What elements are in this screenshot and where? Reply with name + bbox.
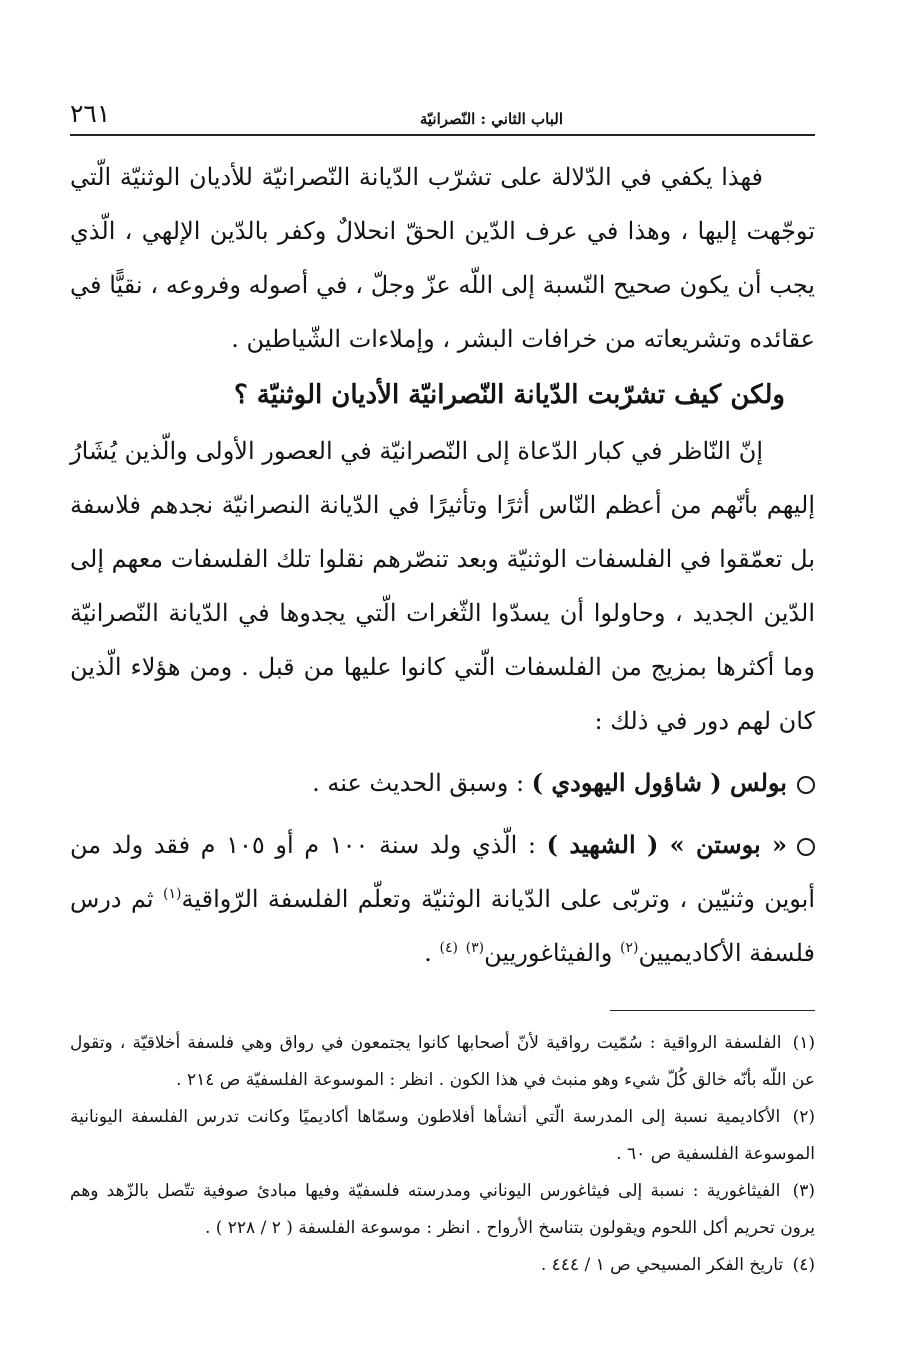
main-text [70,150,815,980]
footnote-ref[interactable]: (٣) [465,940,485,956]
footnote-number: (١) [792,1033,815,1053]
page-number: ٢٦١ [70,99,111,128]
section-heading: ولكن كيف تشرّبت الدّيانة النّصرانيّة الأديان الوثنيّة ؟ [233,380,785,410]
chapter-title: الباب الثاني : النّصرانيّة [419,110,563,128]
person-name: بولس ( شاؤول اليهودي ) [531,768,787,797]
running-header [70,88,815,128]
circle-bullet-icon [797,838,815,856]
footnote-ref[interactable]: (٤) [439,940,458,956]
book-page [70,88,815,1284]
footnote-ref[interactable]: (١) [163,886,182,902]
person-description: : الّذي ولد سنة ١٠٠ م أو ١٠٥ م فقد ولد من أبوين وثنيّين ، وتربّى على الدّيانة الوثنيّة وتعلّم الفلسفة الرّواقية [70,831,816,913]
list-item-paul [70,756,815,810]
footnote-number: (٢) [792,1107,815,1127]
footnote-number: (٣) [792,1181,815,1201]
person-name: « بوستن » ( الشهيد ) [546,830,787,859]
person-description: والفيثاغوريين [484,939,620,967]
footnote-text: الفيثاغورية : نسبة إلى فيثاغورس اليوناني ومدرسته فلسفيّة وفيها مبادئ صوفية تتّصل بالزّهد وهم يرون تحريم أكل اللحوم ويقولون بتناسخ الأرواح . انظر : موسوعة الفلسفة ( ٢ / ٢٢٨ ) . [70,1181,815,1238]
footnotes [70,1025,815,1284]
footnote-2 [70,1099,815,1173]
footnote-number: (٤) [792,1255,815,1275]
list-item-justin [70,818,815,980]
person-description: ثم درس فلسفة الأكاديميين [70,885,815,967]
circle-bullet-icon [797,776,815,794]
person-description: . [424,939,440,967]
footnote-4 [70,1247,815,1284]
footnote-text: تاريخ الفكر المسيحي ص ١ / ٤٤٤ . [540,1255,784,1275]
footnote-3 [70,1173,815,1247]
footnote-ref[interactable]: (٢) [619,940,639,956]
paragraph-2: إنّ النّاظر في كبار الدّعاة إلى النّصرانيّة في العصور الأولى والّذين يُشَارُ إليهم بأنّهم من أعظم النّاس أثرًا وتأثيرًا في الدّيانة النصرانيّة نجدهم فلاسفة بل تعمّقوا في الفلسفات الوثنيّة وبعد تنصّرهم نقلوا تلك الفلسفات معهم إلى الدّين الجديد ، وحاولوا أن يسدّوا الثّغرات الّتي يجدوها في الدّيانة النّصرانيّة وما أكثرها بمزيج من الفلسفات الّتي كانوا عليها من قبل . ومن هؤلاء الّذين كان لهم دور في ذلك : [70,437,815,735]
footnote-1 [70,1025,815,1099]
footnote-text: الفلسفة الرواقية : سُمّيت رواقية لأنّ أصحابها كانوا يجتمعون في رواق وهي فلسفة أخلاقيّة ، وتقول عن اللّه بأنّه خالق كُلّ شيء وهو منبث في هذا الكون . انظر : الموسوعة الفلسفيّة ص ٢١٤ . [70,1033,815,1090]
footnote-rule [610,1010,815,1011]
footnote-text: الأكاديمية نسبة إلى المدرسة الّتي أنشأها أفلاطون وسمّاها أكاديميًا وكانت تدرس الفلسفة اليونانية الموسوعة الفلسفية ص ٦٠ . [70,1107,815,1164]
paragraph-1: فهذا يكفي في الدّلالة على تشرّب الدّيانة النّصرانيّة للأديان الوثنيّة الّتي توجّهت إليها ، وهذا في عرف الدّين الحقّ انحلالٌ وكفر بالدّين الإلهي ، الّذي يجب أن يكون صحيح النّسبة إلى اللّه عزّ وجلّ ، في أصوله وفروعه ، نقيًّا في عقائده وتشريعاته من خرافات البشر ، وإملاءات الشّياطين . [70,163,815,353]
header-rule [70,134,815,136]
person-description: : وسبق الحديث عنه . [312,769,532,797]
